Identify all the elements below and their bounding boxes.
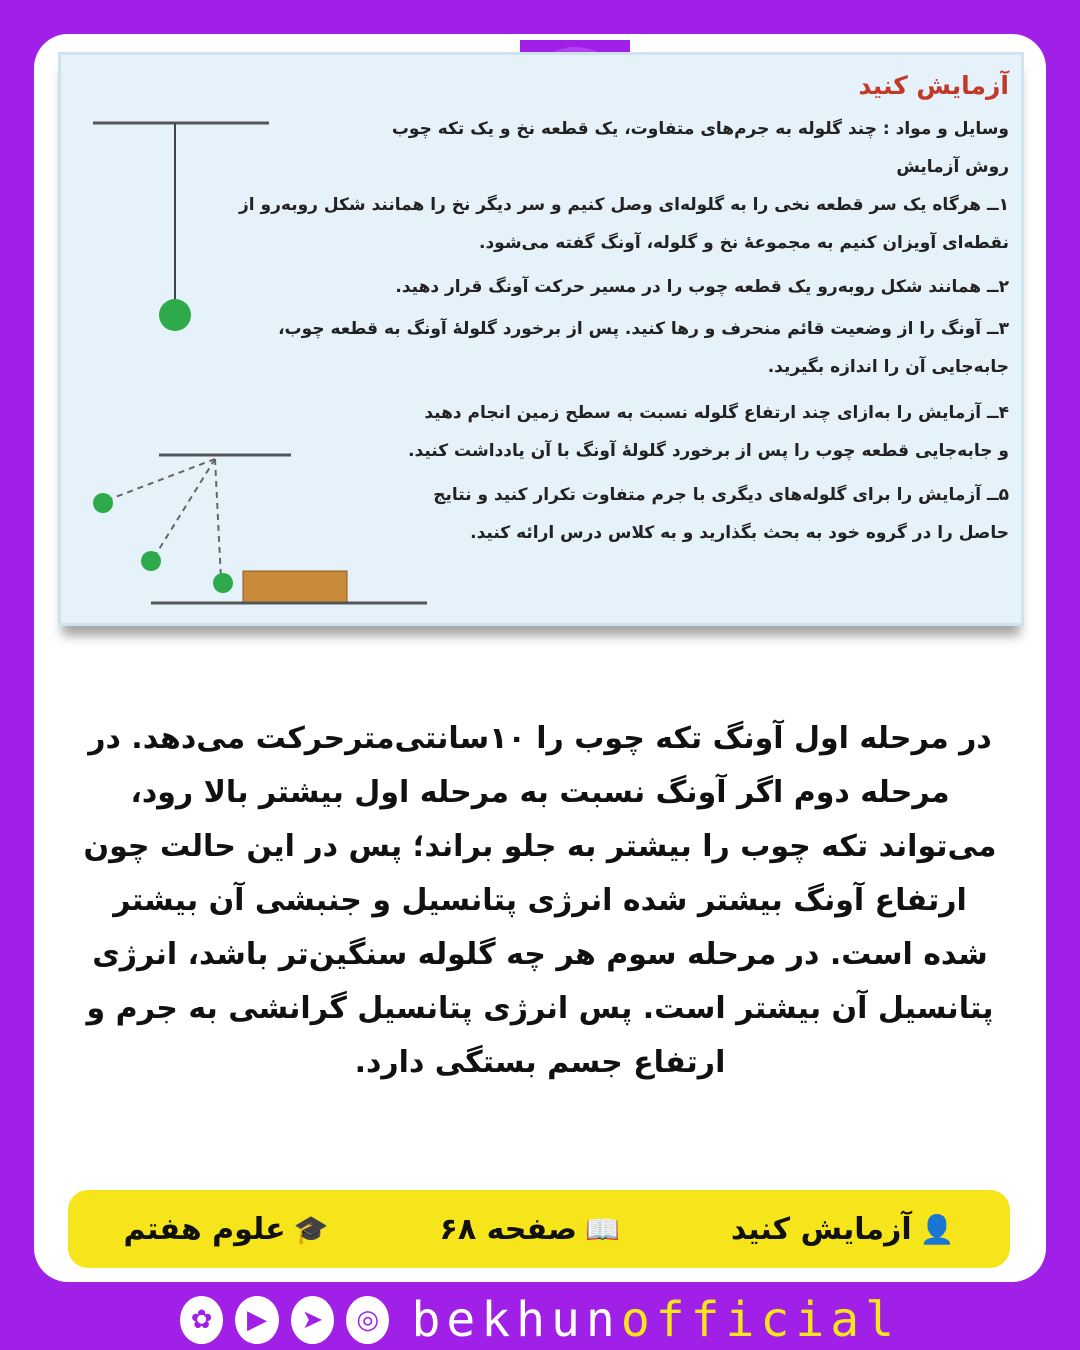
book-line: ۲ــ همانند شکل روبه‌رو یک قطعه چوب را در مسیر حرکت آونگ قرار دهید. — [395, 277, 1009, 297]
wood-block — [243, 571, 347, 603]
handle-part-1: bekhun — [411, 1292, 621, 1348]
swing-path-3 — [215, 459, 221, 579]
book-line: ۱ــ هرگاه یک سر قطعه نخی را به گلوله‌ای وصل کنیم و سر دیگر نخ را همانند شکل روبه‌رو از — [239, 195, 1009, 215]
book-line: وسایل و مواد : چند گلوله به جرم‌های متفاوت، یک قطعه نخ و یک تکه چوب — [391, 119, 1009, 139]
book-line: نقطه‌ای آویزان کنیم به مجموعهٔ نخ و گلوله، آونگ گفته می‌شود. — [479, 233, 1009, 253]
footer-bar — [68, 1190, 1010, 1268]
book-line: ۴ــ آزمایش را به‌ازای چند ارتفاع گلوله نسبت به سطح زمین انجام دهید — [424, 403, 1009, 423]
aparat-icon[interactable]: ✿ — [180, 1296, 223, 1344]
swing-path-2 — [153, 459, 215, 559]
book-line: جابه‌جایی آن را اندازه بگیرید. — [767, 357, 1009, 377]
teacher-icon: 👤 — [919, 1212, 955, 1246]
social-bar — [180, 1294, 900, 1346]
footer-topic-label: آزمایش کنید — [730, 1211, 912, 1247]
ball-position-3-icon — [213, 573, 233, 593]
footer-subject — [124, 1212, 329, 1247]
pendulum-ball-icon — [159, 299, 191, 331]
textbook-excerpt — [58, 52, 1024, 626]
book-line: حاصل را در گروه خود به بحث بگذارید و به کلاس درس ارائه کنید. — [470, 523, 1009, 543]
instagram-icon[interactable]: ◎ — [346, 1296, 389, 1344]
footer-page — [440, 1212, 620, 1247]
telegram-icon[interactable]: ➤ — [291, 1296, 334, 1344]
footer-subject-label: علوم هفتم — [123, 1211, 286, 1247]
ball-position-2-icon — [141, 551, 161, 571]
footer-page-label: صفحه ۶۸ — [439, 1211, 577, 1247]
handle-part-2: official — [620, 1292, 901, 1348]
swing-path-1 — [105, 459, 215, 501]
book-line: و جابه‌جایی قطعه چوب را پس از برخورد گلولهٔ آونگ با آن یادداشت کنید. — [408, 441, 1009, 461]
book-line: روش آزمایش — [896, 157, 1009, 177]
book-icon: 📖 — [585, 1212, 620, 1246]
answer-text: در مرحله اول آونگ تکه چوب را ۱۰سانتی‌مترحرکت می‌دهد. در مرحله دوم اگر آونگ نسبت به مرحله اول بیشتر بالا رود، می‌تواند تکه چوب را بیشتر به جلو براند؛ پس در این حالت چون ارتفاع آونگ بیشتر شده انرژی پتانسیل و جنبشی آن بیشتر شده است. در مرحله سوم هر چه گلوله سنگین‌تر باشد، انرژی پتانسیل آن بیشتر است. پس انرژی پتانسیل گرانشی به جرم و ارتفاع جسم بستگی دارد. — [83, 721, 997, 1080]
footer-topic — [731, 1212, 955, 1247]
graduation-cap-icon: 🎓 — [293, 1212, 329, 1246]
book-title: آزمایش کنید — [858, 71, 1009, 100]
book-line: ۵ــ آزمایش را برای گلوله‌های دیگری با جرم متفاوت تکرار کنید و نتایج — [433, 485, 1009, 505]
book-line: ۳ــ آونگ را از وضعیت قائم منحرف و رها کنید. پس از برخورد گلولهٔ آونگ به قطعه چوب، — [278, 319, 1009, 339]
ball-position-1-icon — [93, 493, 113, 513]
youtube-icon[interactable]: ▶ — [235, 1296, 278, 1344]
social-handle[interactable] — [411, 1292, 900, 1348]
